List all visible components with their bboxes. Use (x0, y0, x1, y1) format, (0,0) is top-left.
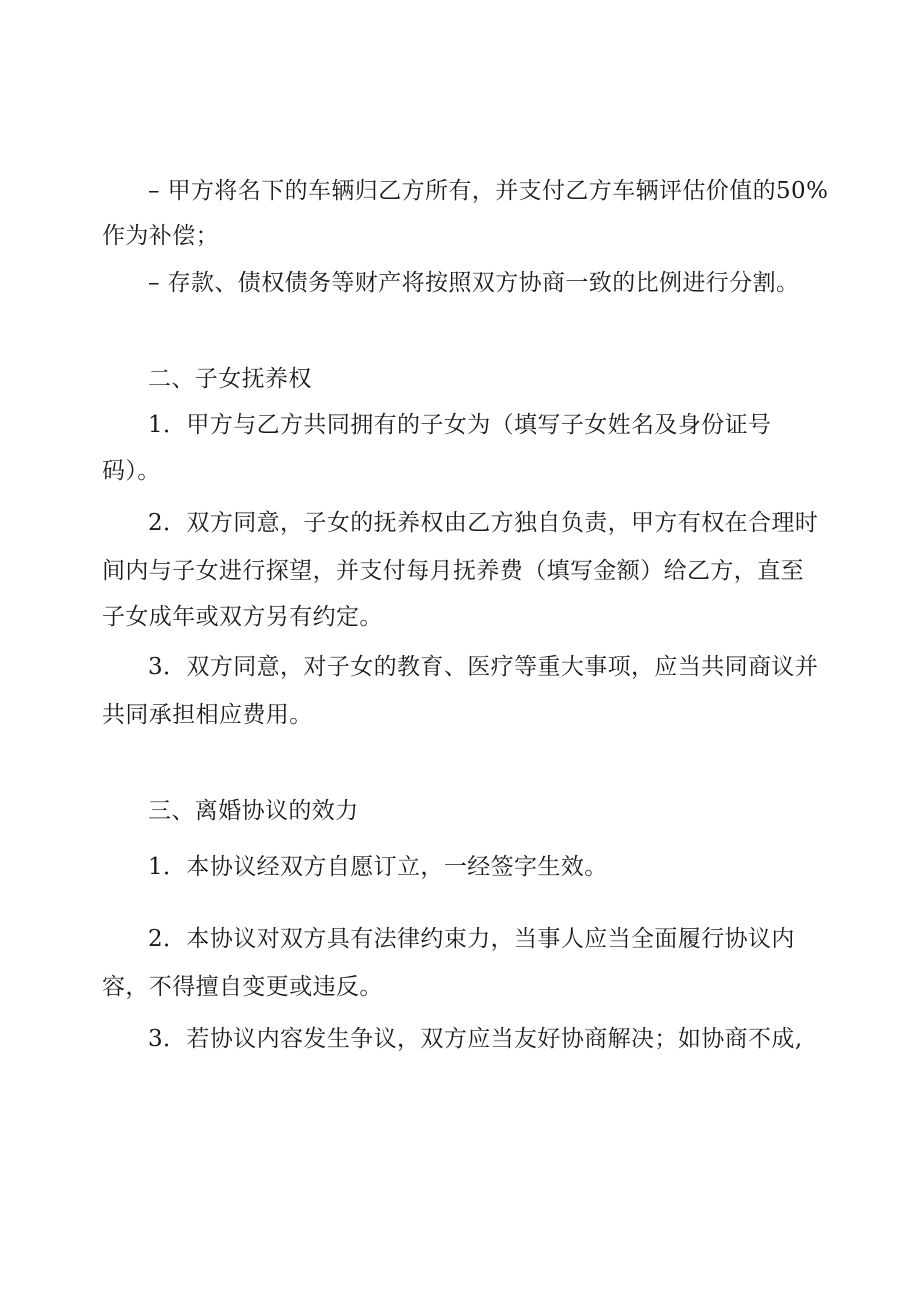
vehicle-clause-line-2: 作为补偿； (102, 223, 219, 249)
custody-item-1-line-2: 码）。 (102, 458, 161, 484)
validity-item-3-line-1: 3．若协议内容发生争议，双方应当友好协商解决；如协商不成, (148, 1026, 803, 1052)
custody-item-3-line-1: 3．双方同意，对子女的教育、医疗等重大事项，应当共同商议并 (148, 654, 819, 680)
validity-item-2-line-2: 容，不得擅自变更或违反。 (102, 974, 383, 1000)
custody-item-1-line-1: 1．甲方与乙方共同拥有的子女为（填写子女姓名及身份证号 (148, 412, 772, 438)
custody-item-2-line-3: 子女成年或双方另有约定。 (102, 604, 383, 630)
vehicle-clause-line-1: – 甲方将名下的车辆归乙方所有，并支付乙方车辆评估价值的50% (148, 178, 829, 204)
savings-clause: – 存款、债权债务等财产将按照双方协商一致的比例进行分割。 (148, 270, 800, 296)
validity-item-1: 1．本协议经双方自愿订立，一经签字生效。 (148, 854, 608, 880)
section-two-heading: 二、子女抚养权 (148, 366, 312, 392)
validity-item-2-line-1: 2．本协议对双方具有法律约束力，当事人应当全面履行协议内 (148, 926, 795, 952)
custody-item-2-line-2: 间内与子女进行探望，并支付每月抚养费（填写金额）给乙方，直至 (102, 558, 804, 584)
custody-item-3-line-2: 共同承担相应费用。 (102, 702, 313, 728)
custody-item-2-line-1: 2．双方同意，子女的抚养权由乙方独自负责，甲方有权在合理时 (148, 510, 819, 536)
section-three-heading: 三、离婚协议的效力 (148, 798, 359, 824)
